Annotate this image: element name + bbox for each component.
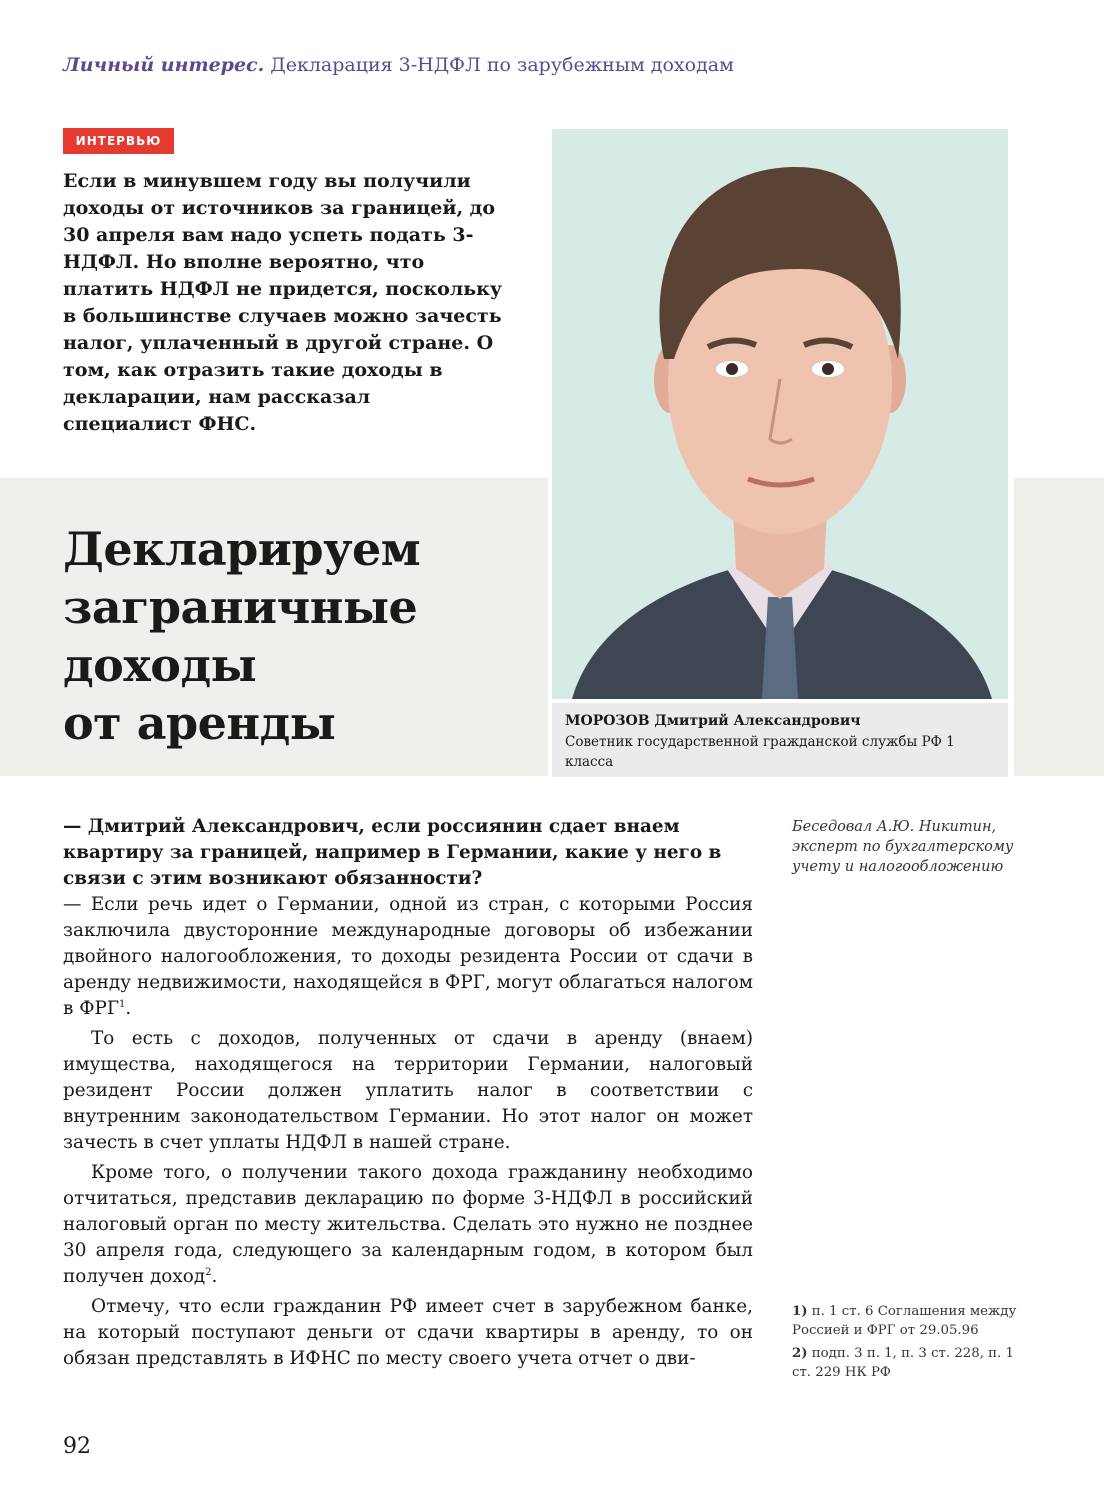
headline-line: от аренды — [63, 696, 336, 750]
footnote-ref-1: 1 — [119, 998, 126, 1010]
caption-role: Советник государственной гражданской службы РФ 1 класса — [565, 734, 955, 770]
interviewer-credit: Беседовал А.Ю. Никитин, эксперт по бухгалтерскому учету и налогообложению — [792, 819, 1014, 875]
punctuation: . — [211, 1266, 218, 1287]
footnotes — [792, 1302, 1032, 1386]
answer-text: — Если речь идет о Германии, одной из стран, с которыми Россия заключила двусторонние международные договоры об избежании двойного налогообложения, то доходы резидента России от сдачи в аренду недвижимости, находящейся в ФРГ, могут облагаться налогом в ФРГ — [63, 894, 753, 1019]
headline — [63, 520, 533, 752]
footnote-text: п. 1 ст. 6 Соглашения между Россией и ФРГ от 29.05.96 — [792, 1304, 1017, 1338]
headline-line: Декларируем — [63, 522, 421, 576]
footnote-number: 1) — [792, 1304, 808, 1319]
body-paragraph-text: Кроме того, о получении такого дохода гражданину необходимо отчитаться, представив декларацию по форме 3-НДФЛ в российский налоговый орган по месту жительства. Сделать это нужно не позднее 30 апреля года, следующего за календарным годом, в котором был получен доход — [63, 1162, 753, 1287]
portrait-illustration — [552, 129, 1008, 699]
body-paragraph: Отмечу, что если гражданин РФ имеет счет в зарубежном банке, на который поступают деньги от сдачи квартиры в аренду, то он обязан представлять в ИФНС по месту своего учета отчет о дви- — [63, 1296, 753, 1369]
footnote-ref-2: 2 — [205, 1266, 212, 1278]
lead-paragraph: Если в минувшем году вы получили доходы от источников за границей, до 30 апреля вам надо успеть подать 3-НДФЛ. Но вполне вероятно, что платить НДФЛ не придется, поскольку в большинстве случаев можно зачесть налог, уплаченный в другой стране. О том, как отразить такие доходы в декларации, нам рассказал специалист ФНС. — [63, 170, 503, 435]
body-paragraph: То есть с доходов, полученных от сдачи в аренду (внаем) имущества, находящегося на территории Германии, налоговый резидент России должен уплатить налог в соответствии с внутренним законодательством Германии. Но этот налог он может зачесть в счет уплаты НДФЛ в нашей стране. — [63, 1028, 753, 1153]
headline-line: заграничные — [63, 580, 418, 634]
article-body — [63, 814, 753, 1372]
body-paragraph — [63, 1160, 753, 1290]
rubric: Личный интерес. — [63, 54, 265, 76]
footnote — [792, 1302, 1032, 1340]
headline-line: доходы — [63, 638, 257, 692]
section-tag: ИНТЕРВЬЮ — [63, 128, 174, 154]
caption-name: МОРОЗОВ Дмитрий Александрович — [565, 713, 861, 729]
footnote-text: подп. 3 п. 1, п. 3 ст. 228, п. 1 ст. 229 НК РФ — [792, 1346, 1014, 1380]
interview-question: — Дмитрий Александрович, если россиянин сдает внаем квартиру за границей, например в Германии, какие у него в связи с этим возникают обязанности? — [63, 816, 722, 889]
running-head-topic: Декларация 3-НДФЛ по зарубежным доходам — [270, 54, 734, 76]
title-band-right — [1014, 478, 1104, 776]
answer-paragraph — [63, 892, 753, 1022]
footnote — [792, 1344, 1032, 1382]
page-number: 92 — [63, 1434, 91, 1459]
running-head — [63, 54, 734, 76]
punctuation: . — [125, 998, 132, 1019]
footnote-number: 2) — [792, 1346, 808, 1361]
portrait-photo — [552, 129, 1008, 699]
